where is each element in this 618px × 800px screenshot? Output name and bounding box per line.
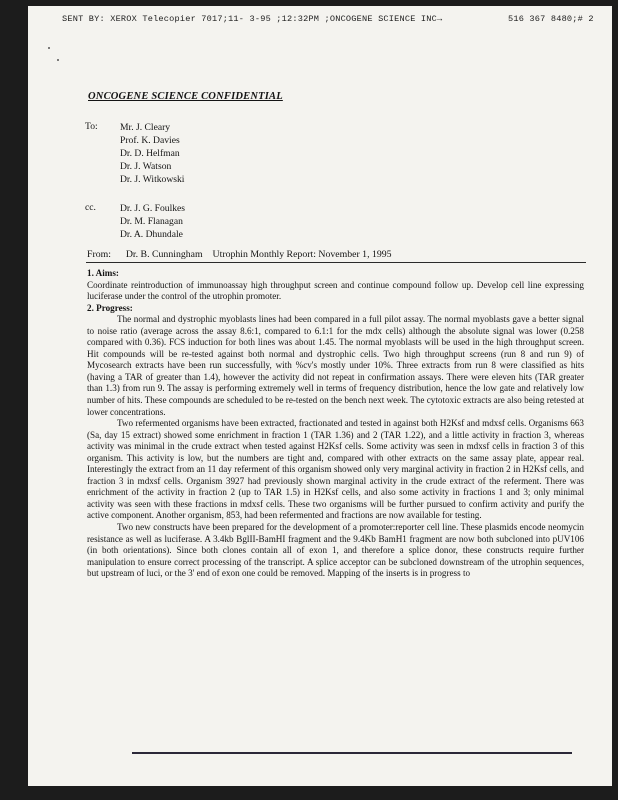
fax-header-number: 516 367 8480;# 2 xyxy=(508,14,594,24)
aims-text: Coordinate reintroduction of immunoassay high throughput screen and continue compound follow up. Develop cell line expressing luciferase under the control of the utrophin promoter. xyxy=(87,279,584,302)
report-body xyxy=(87,268,584,580)
recipient: Dr. D. Helfman xyxy=(120,148,180,159)
from-divider xyxy=(86,262,586,263)
cc-recipient: Dr. A. Dhundale xyxy=(120,229,183,240)
fax-transmission-header xyxy=(62,14,602,24)
bottom-rule xyxy=(132,752,572,754)
recipient: Prof. K. Davies xyxy=(120,135,180,146)
fax-page xyxy=(28,6,612,786)
recipient: Mr. J. Cleary xyxy=(120,122,171,133)
cc-recipients xyxy=(120,202,185,241)
report-subject: Utrophin Monthly Report: November 1, 1995 xyxy=(212,249,392,260)
scan-speck xyxy=(57,59,59,61)
aims-heading: 1. Aims: xyxy=(87,268,119,278)
to-label: To: xyxy=(85,121,98,132)
progress-paragraph: The normal and dystrophic myoblasts lines had been compared in a full pilot assay. The normal myoblasts gave a better signal to noise ratio (average across the assay 8.6:1, compared to 6.1:1 for the mdx cells) although the absolute signal was lower (0.258 compared with 0.36). FCS induction for both lines was about 1.45. The normal myoblasts will be used in the high throughput screen. Hit compounds will be re-tested against both normal and dystrophic cells. Two high throughput screens (run 8 and run 9) of Mycosearch extracts have been run successfully, with %cv's mostly under 10%. Three extracts from run 8 were classified as hits (having a TAR of greater than 1.4), however the activity did not repeat in confirmation assays. There were eleven hits (TAR greater than 1.3) from run 9. The assay is performing extremely well in terms of frequency distribution, hence the low gate and relatively low number of hits. These compounds are scheduled to be re-tested on the bench next week. The cytotoxic extracts are also being retested at lower concentrations. xyxy=(87,314,584,417)
scan-speck xyxy=(48,47,50,49)
confidential-title: ONCOGENE SCIENCE CONFIDENTIAL xyxy=(88,91,283,102)
progress-paragraph: Two new constructs have been prepared for the development of a promoter:reporter cell line. These plasmids encode neomycin resistance as well as luciferase. A 3.4kb BglII-BamHI fragment and the 9.4Kb BamH1 fragment are now both subcloned into pUV106 (in both orientations). Since both clones contain all of exon 1, and therefore a splice donor, these constructs require further manipulation to ensure correct processing of the transcript. A splice acceptor can be subcloned downstream of the utrophin sequences, but upstream of luci, or the 3' end of exon one could be removed. Mapping of the inserts is in progress to xyxy=(87,522,584,579)
from-line xyxy=(87,249,587,260)
cc-label: cc. xyxy=(85,202,96,213)
recipient: Dr. J. Watson xyxy=(120,161,172,172)
progress-heading: 2. Progress: xyxy=(87,302,133,313)
recipient: Dr. J. Witkowski xyxy=(120,174,185,185)
from-author: Dr. B. Cunningham xyxy=(125,249,203,260)
from-label: From: xyxy=(87,249,111,260)
progress-paragraph: Two refermented organisms have been extracted, fractionated and tested in against both H2Ksf and mdxsf cells. Organisms 663 (Sa, day 15 extract) showed some enrichment in fraction 1 (TAR 1.36) and 2 (TAR 1.22), and a little activity in fraction 3, whereas activity was minimal in the crude extract when tested against H2Ksf cells. Some activity was seen in mdxsf cells in fraction 3 of this organism. This activity is low, but the numbers are tight and, compared with other extracts on the same assay plate, appear real. Interestingly the extract from an 11 day referment of this organism showed only very marginal activity in fraction 2 in H2Ksf cells, and fraction 3 in mdxsf cells. Organism 3927 had previously shown marginal activity in the crude extract of the referment. There was enrichment of the activity in fraction 2 (up to TAR 1.5) in H2Ksf cells, and also some activity in fractions 1 and 3; only minimal activity was seen with these fractions in mdxsf cells. These two organisms will be further pursued to confirm activity and purify the active component. Another organism, 853, had been refermented and fractions are now available for testing. xyxy=(87,418,584,521)
cc-recipient: Dr. M. Flanagan xyxy=(120,216,183,227)
to-recipients xyxy=(120,121,184,186)
fax-header-sender: SENT BY: XEROX Telecopier 7017;11- 3-95 ;12:32PM ;ONCOGENE SCIENCE INC→ xyxy=(62,14,443,24)
cc-recipient: Dr. J. G. Foulkes xyxy=(120,203,186,214)
